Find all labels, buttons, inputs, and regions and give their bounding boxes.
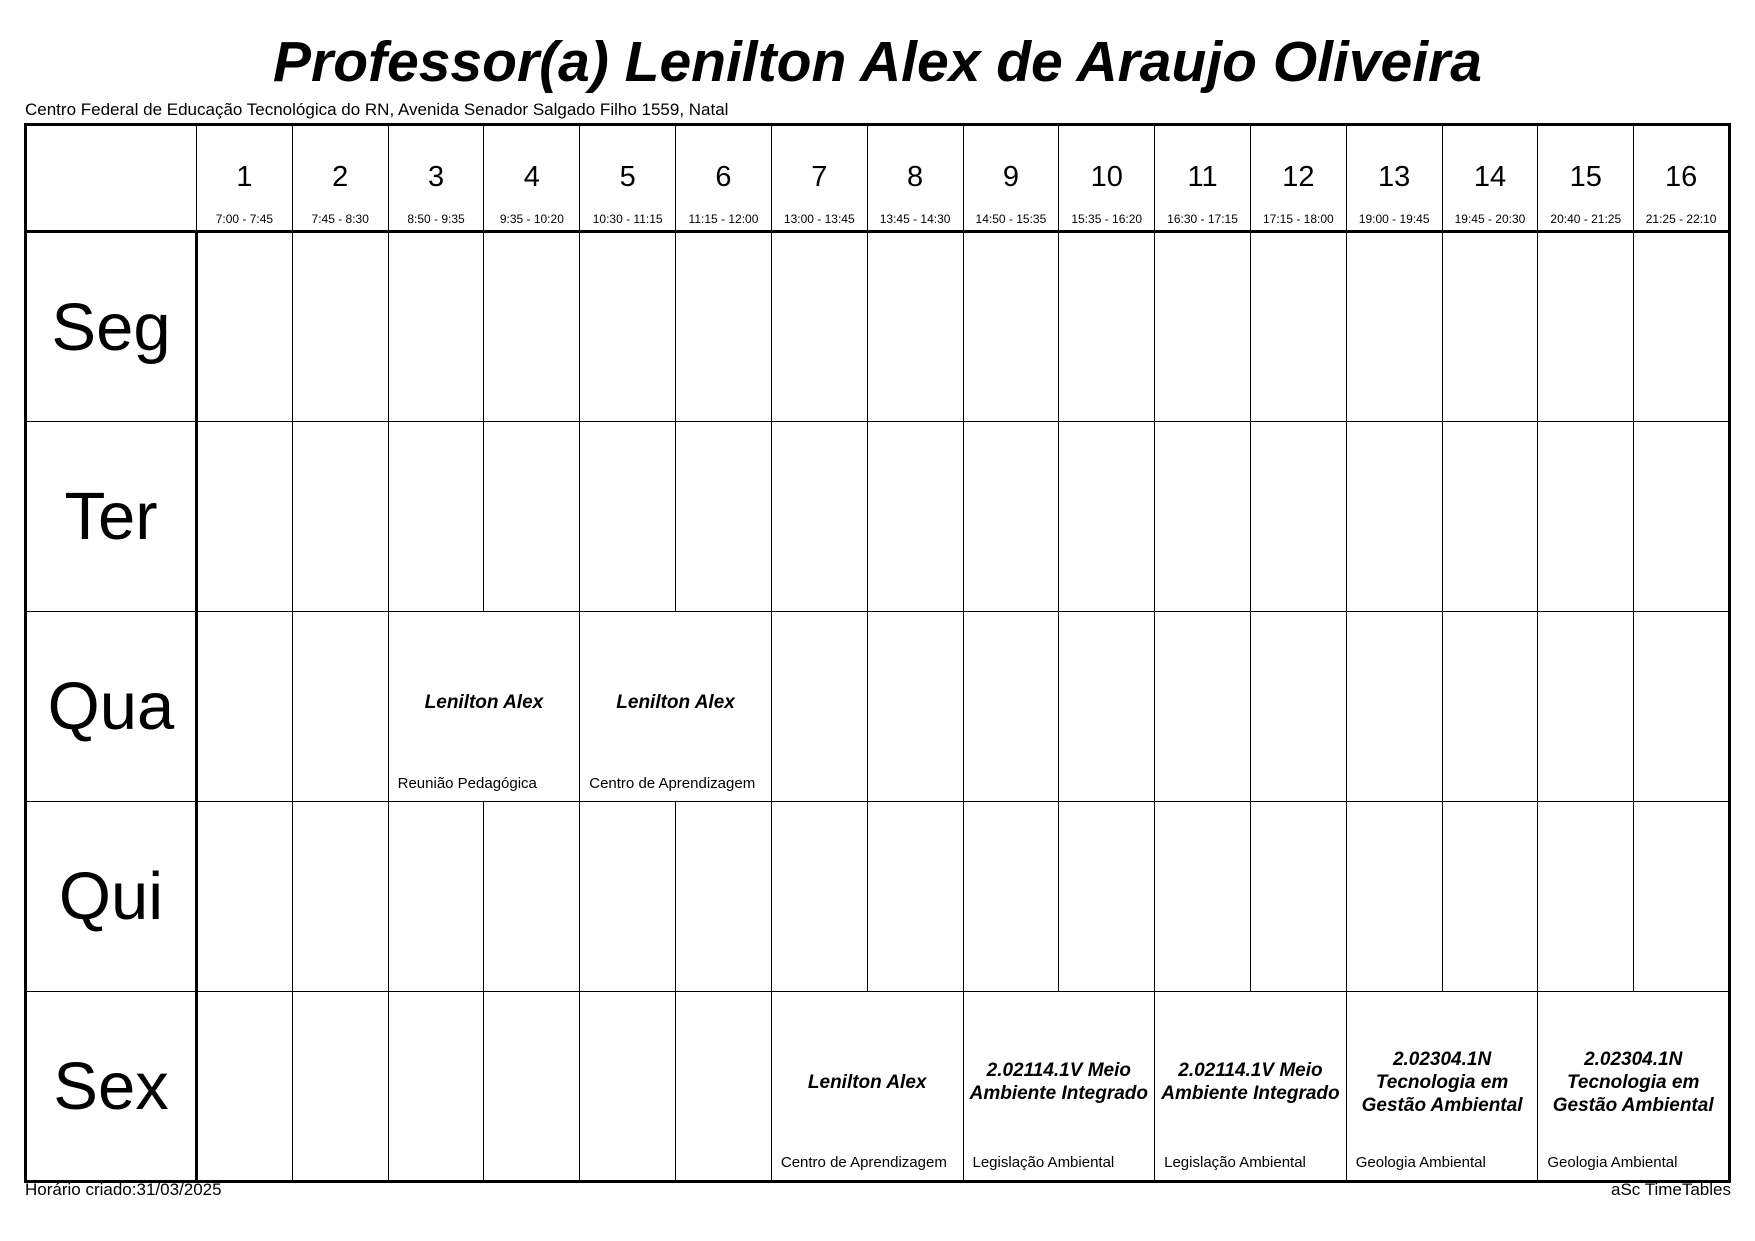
period-time: 21:25 - 22:10 (1645, 212, 1717, 226)
period-number: 15 (1569, 161, 1602, 193)
empty-slot (292, 802, 388, 992)
period-header-9 (963, 125, 1059, 232)
empty-slot (388, 992, 484, 1182)
day-label: Sex (26, 992, 197, 1182)
empty-slot (197, 232, 293, 422)
empty-slot (1634, 422, 1730, 612)
period-time: 17:15 - 18:00 (1262, 212, 1334, 226)
period-header-2 (292, 125, 388, 232)
period-time: 9:35 - 10:20 (499, 212, 564, 226)
empty-slot (197, 992, 293, 1182)
period-header-13 (1346, 125, 1442, 232)
school-address: Centro Federal de Educação Tecnológica do RN, Avenida Senador Salgado Filho 1559, Natal (25, 100, 729, 119)
empty-slot (1442, 802, 1538, 992)
empty-slot (292, 992, 388, 1182)
empty-slot (1059, 612, 1155, 802)
lesson-card[interactable] (388, 612, 580, 802)
lesson-subject: Reunião Pedagógica (397, 775, 537, 792)
period-header-4 (484, 125, 580, 232)
empty-slot (388, 232, 484, 422)
period-number: 13 (1378, 161, 1411, 193)
period-number: 6 (715, 161, 732, 193)
empty-slot (197, 802, 293, 992)
empty-slot (1442, 232, 1538, 422)
day-label: Qua (26, 612, 197, 802)
empty-slot (1538, 422, 1634, 612)
empty-slot (580, 802, 676, 992)
empty-slot (580, 992, 676, 1182)
day-row-qui (26, 802, 1730, 992)
period-number: 1 (236, 161, 253, 193)
period-number: 4 (523, 161, 540, 193)
period-header-16 (1634, 125, 1730, 232)
day-row-sex (26, 992, 1730, 1182)
empty-slot (771, 612, 867, 802)
page-title: Professor(a) Lenilton Alex de Araujo Oliveira (273, 30, 1482, 94)
empty-slot (197, 612, 293, 802)
day-row-ter (26, 422, 1730, 612)
empty-slot (867, 612, 963, 802)
period-time: 15:35 - 16:20 (1071, 212, 1143, 226)
lesson-card[interactable] (963, 992, 1155, 1182)
period-header-row (26, 125, 1730, 232)
period-header-12 (1250, 125, 1346, 232)
empty-slot (1155, 612, 1251, 802)
lesson-subject: Legislação Ambiental (1164, 1154, 1306, 1171)
period-time: 10:30 - 11:15 (592, 212, 663, 226)
period-header-8 (867, 125, 963, 232)
empty-slot (484, 992, 580, 1182)
lesson-title: 2.02114.1V Meio Ambiente Integrado (1161, 1060, 1340, 1104)
empty-slot (580, 232, 676, 422)
day-label: Ter (26, 422, 197, 612)
period-number: 5 (619, 161, 636, 193)
period-time: 14:50 - 15:35 (975, 212, 1047, 226)
period-header-5 (580, 125, 676, 232)
lesson-subject: Geologia Ambiental (1355, 1154, 1486, 1171)
period-number: 10 (1090, 161, 1123, 193)
empty-slot (1442, 612, 1538, 802)
timetable-body (26, 232, 1730, 1182)
period-time: 16:30 - 17:15 (1167, 212, 1238, 226)
empty-slot (676, 802, 772, 992)
empty-slot (1538, 612, 1634, 802)
period-header-3 (388, 125, 484, 232)
empty-slot (292, 232, 388, 422)
empty-slot (1538, 802, 1634, 992)
empty-slot (388, 422, 484, 612)
timetable (24, 123, 1731, 1183)
empty-slot (963, 612, 1059, 802)
period-number: 16 (1664, 161, 1698, 193)
lesson-subject: Centro de Aprendizagem (780, 1154, 947, 1171)
empty-slot (963, 422, 1059, 612)
empty-slot (1634, 232, 1730, 422)
empty-slot (1059, 232, 1155, 422)
empty-slot (1346, 802, 1442, 992)
day-label: Seg (26, 232, 197, 422)
period-time: 20:40 - 21:25 (1550, 212, 1622, 226)
empty-slot (1346, 612, 1442, 802)
empty-slot (388, 802, 484, 992)
period-header-7 (771, 125, 867, 232)
period-time: 13:00 - 13:45 (783, 212, 855, 226)
empty-slot (867, 232, 963, 422)
empty-slot (963, 232, 1059, 422)
empty-slot (1346, 232, 1442, 422)
empty-slot (1538, 232, 1634, 422)
period-time: 7:45 - 8:30 (311, 212, 369, 226)
empty-slot (484, 232, 580, 422)
period-time: 11:15 - 12:00 (688, 212, 759, 226)
empty-slot (1059, 422, 1155, 612)
period-header-11 (1155, 125, 1251, 232)
period-time: 13:45 - 14:30 (879, 212, 951, 226)
period-time: 19:00 - 19:45 (1358, 212, 1430, 226)
empty-slot (1155, 802, 1251, 992)
day-row-qua (26, 612, 1730, 802)
period-number: 11 (1187, 161, 1218, 193)
empty-slot (1442, 422, 1538, 612)
period-number: 3 (427, 161, 445, 193)
lesson-subject: Centro de Aprendizagem (589, 775, 756, 792)
period-number: 9 (1002, 161, 1019, 193)
lesson-card[interactable] (580, 612, 772, 802)
empty-slot (867, 802, 963, 992)
period-number: 12 (1282, 161, 1315, 193)
period-header-6 (676, 125, 772, 232)
lesson-title: 2.02114.1V Meio Ambiente Integrado (969, 1060, 1149, 1104)
lesson-card[interactable] (1346, 992, 1538, 1182)
period-time: 19:45 - 20:30 (1454, 212, 1526, 226)
software-credit: aSc TimeTables (1611, 1180, 1731, 1199)
empty-slot (676, 232, 772, 422)
corner-cell (26, 125, 197, 232)
lesson-title: Lenilton Alex (424, 692, 544, 713)
period-number: 7 (811, 161, 828, 193)
empty-slot (771, 232, 867, 422)
empty-slot (1250, 802, 1346, 992)
lesson-card[interactable] (1155, 992, 1347, 1182)
period-header-15 (1538, 125, 1634, 232)
empty-slot (1634, 612, 1730, 802)
empty-slot (1346, 422, 1442, 612)
lesson-card[interactable] (771, 992, 963, 1182)
lesson-card[interactable] (1538, 992, 1730, 1182)
empty-slot (771, 422, 867, 612)
lesson-title: Lenilton Alex (807, 1071, 927, 1093)
period-number: 14 (1473, 161, 1507, 193)
period-header-14 (1442, 125, 1538, 232)
empty-slot (1155, 232, 1251, 422)
period-header-1 (197, 125, 293, 232)
period-number: 8 (907, 161, 924, 193)
lesson-title: 2.02304.1N Tecnologia em Gestão Ambiental (1552, 1048, 1714, 1116)
empty-slot (1155, 422, 1251, 612)
empty-slot (1059, 802, 1155, 992)
day-label: Qui (26, 802, 197, 992)
empty-slot (1634, 802, 1730, 992)
empty-slot (1250, 422, 1346, 612)
empty-slot (963, 802, 1059, 992)
empty-slot (484, 422, 580, 612)
day-row-seg (26, 232, 1730, 422)
empty-slot (484, 802, 580, 992)
empty-slot (292, 612, 388, 802)
created-date: Horário criado:31/03/2025 (25, 1180, 222, 1199)
empty-slot (1250, 232, 1346, 422)
empty-slot (676, 422, 772, 612)
lesson-subject: Geologia Ambiental (1547, 1154, 1678, 1171)
empty-slot (867, 422, 963, 612)
empty-slot (580, 422, 676, 612)
lesson-title: 2.02304.1N Tecnologia em Gestão Ambiental (1361, 1048, 1523, 1116)
period-header-10 (1059, 125, 1155, 232)
lesson-title: Lenilton Alex (616, 692, 735, 713)
empty-slot (292, 422, 388, 612)
empty-slot (676, 992, 772, 1182)
period-time: 8:50 - 9:35 (407, 212, 465, 226)
period-number: 2 (332, 161, 349, 193)
lesson-subject: Legislação Ambiental (972, 1154, 1115, 1171)
period-time: 7:00 - 7:45 (215, 212, 274, 226)
empty-slot (771, 802, 867, 992)
empty-slot (1250, 612, 1346, 802)
empty-slot (197, 422, 293, 612)
